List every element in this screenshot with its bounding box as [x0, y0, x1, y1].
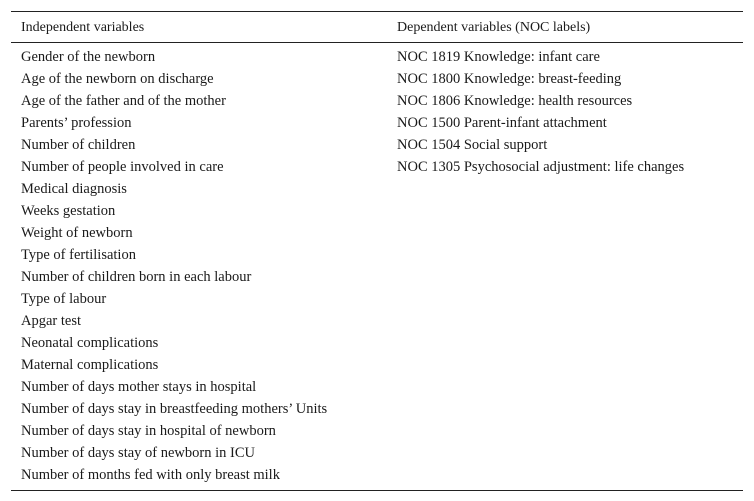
independent-variable-item: Number of days stay of newborn in ICU — [21, 445, 255, 461]
independent-variable-item: Type of fertilisation — [21, 247, 136, 263]
variables-table — [11, 11, 743, 491]
table-header — [11, 12, 743, 43]
header-independent-variables: Independent variables — [21, 20, 145, 35]
independent-variable-item: Number of days stay in breastfeeding mothers’ Units — [21, 401, 328, 417]
independent-variable-item: Number of children born in each labour — [21, 269, 252, 285]
independent-variable-item: Number of days stay in hospital of newborn — [21, 423, 276, 439]
independent-variable-item: Maternal complications — [21, 357, 159, 373]
independent-variables-list — [21, 46, 327, 486]
independent-variable-item: Type of labour — [21, 291, 107, 307]
dependent-variable-item: NOC 1504 Social support — [397, 137, 548, 153]
independent-variable-item: Medical diagnosis — [21, 181, 127, 197]
independent-variable-item: Apgar test — [21, 313, 81, 329]
independent-variable-item: Gender of the newborn — [21, 49, 156, 65]
independent-variable-item: Number of months fed with only breast milk — [21, 467, 280, 483]
dependent-variable-item: NOC 1800 Knowledge: breast-feeding — [397, 71, 622, 87]
dependent-variable-item: NOC 1305 Psychosocial adjustment: life changes — [397, 159, 685, 175]
independent-variable-item: Number of people involved in care — [21, 159, 224, 175]
dependent-variables-list — [397, 46, 684, 178]
independent-variable-item: Age of the newborn on discharge — [21, 71, 214, 87]
independent-variable-item: Number of days mother stays in hospital — [21, 379, 257, 395]
dependent-variable-item: NOC 1500 Parent-infant attachment — [397, 115, 607, 131]
dependent-variable-item: NOC 1819 Knowledge: infant care — [397, 49, 600, 65]
independent-variable-item: Weight of newborn — [21, 225, 133, 241]
dependent-variable-item: NOC 1806 Knowledge: health resources — [397, 93, 633, 109]
header-dependent-variables: Dependent variables (NOC labels) — [397, 20, 591, 35]
independent-variable-item: Neonatal complications — [21, 335, 159, 351]
independent-variable-item: Number of children — [21, 137, 136, 153]
independent-variable-item: Age of the father and of the mother — [21, 93, 226, 109]
independent-variable-item: Parents’ profession — [21, 115, 132, 131]
table-body — [11, 43, 743, 490]
independent-variable-item: Weeks gestation — [21, 203, 116, 219]
